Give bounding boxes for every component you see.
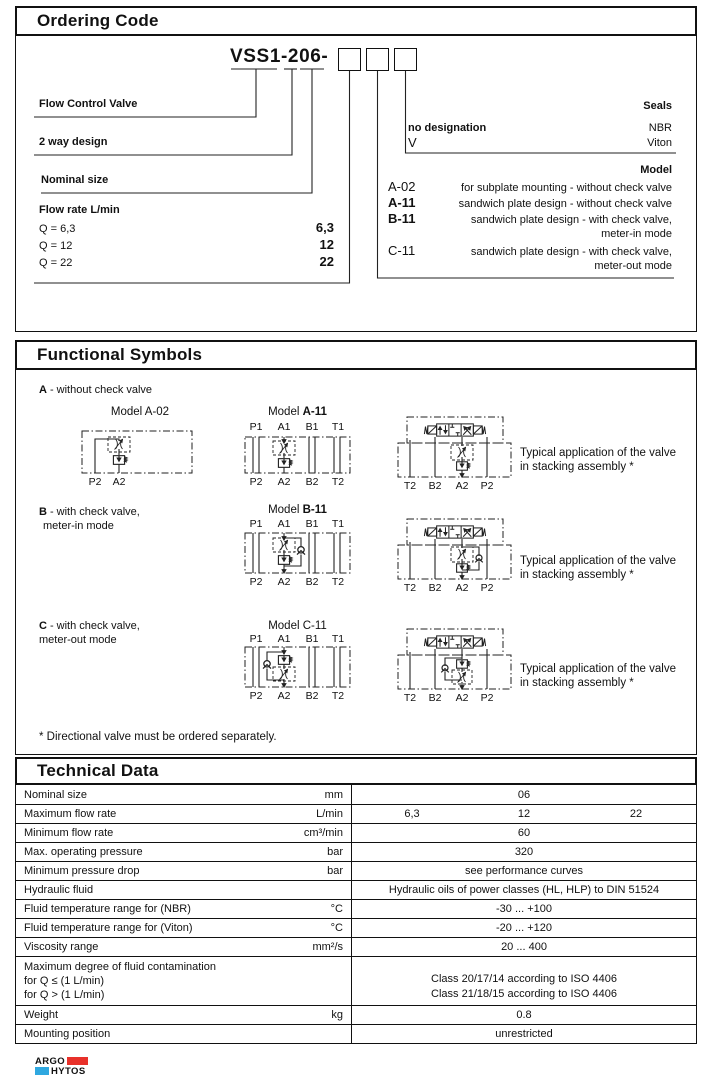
- stack-caption-line2: in stacking assembly *: [520, 677, 634, 689]
- functional-heading-b-line2: meter-in mode: [43, 520, 114, 532]
- port-label: A2: [455, 692, 469, 704]
- tech-param: Fluid temperature range for (NBR): [24, 903, 191, 915]
- seals-header: Seals: [643, 100, 672, 112]
- port-label: P1: [249, 518, 263, 530]
- tech-value: Class 20/17/14 according to ISO 4406: [431, 973, 617, 985]
- schematic-model-c11: [244, 646, 351, 688]
- tech-value: 320: [514, 846, 534, 858]
- directional-valve-note: * Directional valve must be ordered separately.: [39, 731, 277, 743]
- logo-red-block: [67, 1057, 88, 1065]
- flow-rate-label: Q = 12: [39, 240, 73, 252]
- stack-caption-line2: in stacking assembly *: [520, 569, 634, 581]
- port-label: B2: [428, 480, 442, 492]
- functional-heading-c-line2: meter-out mode: [39, 634, 117, 646]
- tech-unit: kg: [331, 1009, 343, 1021]
- flow-rate-label: Q = 6,3: [39, 223, 76, 235]
- functional-heading-b: [39, 506, 140, 519]
- tech-unit: bar: [327, 865, 343, 877]
- tech-row-hydraulic-fluid: [16, 880, 696, 899]
- tech-row-viscosity-range: [16, 937, 696, 956]
- tech-param: Maximum degree of fluid contamination: [24, 961, 216, 973]
- stack-caption-line2: in stacking assembly *: [520, 461, 634, 473]
- port-label: P2: [480, 692, 494, 704]
- model-code: A-02: [388, 179, 416, 194]
- two-way-design-label: 2 way design: [39, 136, 108, 148]
- tech-param: Viscosity range: [24, 941, 99, 953]
- tech-param: Minimum flow rate: [24, 827, 114, 839]
- tech-value: 20 ... 400: [501, 941, 547, 953]
- tech-row-nominal-size: [16, 785, 696, 804]
- schematic-model-a11: [244, 436, 351, 474]
- tech-param: Fluid temperature range for (Viton): [24, 922, 193, 934]
- tech-param: Nominal size: [24, 788, 87, 801]
- port-label: T1: [331, 518, 345, 530]
- schematic-model-a02: [81, 430, 193, 474]
- port-label: P2: [249, 576, 263, 588]
- technical-data-table: [15, 785, 697, 1044]
- port-label: P2: [480, 582, 494, 594]
- port-label: P2: [249, 476, 263, 488]
- ordering-code-header: [15, 6, 697, 36]
- port-label: B2: [305, 690, 319, 702]
- tech-param: Maximum flow rate: [24, 808, 117, 820]
- model-desc: sandwich plate design - without check valve: [458, 198, 672, 210]
- flow-rate-value: 6,3: [315, 220, 334, 235]
- tech-row-fluid-temp-nbr: [16, 899, 696, 918]
- schematic-stack-b: [397, 518, 512, 580]
- stack-caption-line1: Typical application of the valve: [520, 555, 676, 567]
- model-label-prefix: Model: [268, 406, 300, 418]
- port-label: T2: [331, 576, 345, 588]
- ordering-code-box-2: [366, 48, 389, 71]
- port-label: B1: [305, 518, 319, 530]
- tech-unit: bar: [327, 846, 343, 858]
- heading-letter: B: [39, 506, 47, 518]
- technical-data-title: Technical Data: [37, 761, 159, 780]
- ordering-code-value: VSS1-206-: [230, 46, 329, 67]
- tech-row-min-flow-rate: [16, 823, 696, 842]
- port-label: T1: [331, 421, 345, 433]
- tech-value: 6,3: [404, 808, 420, 820]
- port-label: B1: [305, 421, 319, 433]
- port-label: A2: [455, 480, 469, 492]
- ordering-code-box-3: [394, 48, 417, 71]
- port-label: B2: [428, 582, 442, 594]
- heading-text: - with check valve,: [49, 506, 140, 518]
- tech-unit: °C: [330, 922, 343, 934]
- tech-unit: cm³/min: [303, 827, 343, 839]
- port-label: B2: [305, 476, 319, 488]
- heading-letter: A: [39, 384, 47, 396]
- stack-caption-line1: Typical application of the valve: [520, 447, 676, 459]
- port-label: A2: [277, 476, 291, 488]
- tech-param: Minimum pressure drop: [24, 865, 140, 877]
- ordering-code-box-1: [338, 48, 361, 71]
- port-label: T2: [331, 690, 345, 702]
- model-a11-label: [244, 406, 351, 418]
- port-label: P2: [88, 476, 102, 488]
- seal-value: NBR: [648, 122, 672, 134]
- technical-data-header: [15, 757, 697, 785]
- tech-unit: mm: [324, 788, 343, 801]
- seal-code: no designation: [408, 122, 487, 134]
- seal-value: Viton: [647, 137, 672, 149]
- flow-rate-label: Q = 22: [39, 257, 73, 269]
- port-label: A1: [277, 633, 291, 645]
- model-code: A-11: [388, 195, 416, 210]
- model-desc: for subplate mounting - without check valve: [461, 182, 672, 194]
- tech-param: Weight: [24, 1009, 59, 1021]
- model-label-code: A-11: [302, 406, 327, 418]
- heading-text: - without check valve: [49, 384, 153, 396]
- tech-value: unrestricted: [495, 1028, 553, 1040]
- model-c11-label: Model C-11: [268, 620, 327, 632]
- functional-symbols-section: [15, 370, 697, 755]
- tech-row-max-flow-rate: [16, 804, 696, 823]
- model-code: C-11: [388, 243, 416, 258]
- tech-value: 0.8: [516, 1009, 532, 1021]
- tech-param-line2: for Q ≤ (1 L/min): [24, 975, 104, 987]
- functional-heading-c: [39, 620, 140, 633]
- model-a02-label: Model A-02: [110, 406, 170, 418]
- port-label: T1: [331, 633, 345, 645]
- tech-param: Mounting position: [24, 1028, 111, 1040]
- port-label: P2: [480, 480, 494, 492]
- heading-letter: C: [39, 620, 47, 632]
- port-label: T2: [403, 692, 417, 704]
- logo-argo-text: ARGO: [35, 1055, 66, 1067]
- ordering-code-section: [15, 36, 697, 332]
- stack-caption-line1: Typical application of the valve: [520, 663, 676, 675]
- tech-value: see performance curves: [465, 865, 583, 877]
- tech-unit: °C: [330, 903, 343, 915]
- port-label: A2: [112, 476, 126, 488]
- model-b11-label: [244, 504, 351, 516]
- port-label: T2: [403, 480, 417, 492]
- model-header: Model: [640, 164, 672, 176]
- model-code: B-11: [388, 211, 416, 226]
- tech-row-min-pressure-drop: [16, 861, 696, 880]
- argo-hytos-logo: [35, 1056, 88, 1076]
- port-label: B1: [305, 633, 319, 645]
- schematic-stack-a: [397, 416, 512, 478]
- model-label-code: B-11: [302, 504, 327, 516]
- model-desc: sandwich plate design - with check valve,: [470, 246, 672, 258]
- model-label-prefix: Model: [268, 504, 300, 516]
- nominal-size-label: Nominal size: [41, 174, 109, 186]
- tech-row-fluid-temp-viton: [16, 918, 696, 937]
- tech-row-weight: [16, 1005, 696, 1024]
- flow-rate-value: 12: [319, 237, 334, 252]
- tech-value: -20 ... +120: [496, 922, 552, 934]
- ordering-code-title: Ordering Code: [37, 11, 159, 30]
- port-label: P1: [249, 633, 263, 645]
- port-label: T2: [403, 582, 417, 594]
- tech-param: Hydraulic fluid: [24, 884, 94, 896]
- tech-value: 06: [517, 788, 531, 801]
- tech-row-mounting-position: [16, 1024, 696, 1043]
- logo-blue-block: [35, 1067, 49, 1075]
- model-desc-cont: meter-out mode: [594, 260, 672, 272]
- port-label: A2: [277, 690, 291, 702]
- functional-symbols-header: [15, 340, 697, 370]
- flow-control-valve-label: Flow Control Valve: [39, 98, 138, 110]
- port-label: A2: [277, 576, 291, 588]
- functional-symbols-title: Functional Symbols: [37, 345, 203, 364]
- port-label: B2: [305, 576, 319, 588]
- flow-rate-header: Flow rate L/min: [39, 204, 120, 216]
- model-desc-cont: meter-in mode: [601, 228, 672, 240]
- port-label: B2: [428, 692, 442, 704]
- tech-value: 60: [517, 827, 531, 839]
- model-desc: sandwich plate design - with check valve,: [470, 214, 672, 226]
- port-label: A1: [277, 421, 291, 433]
- seal-code: V: [408, 135, 417, 150]
- tech-param: Max. operating pressure: [24, 846, 143, 858]
- tech-value-line2: Class 21/18/15 according to ISO 4406: [431, 988, 617, 1000]
- tech-value: 22: [629, 808, 643, 820]
- schematic-model-b11: [244, 532, 351, 574]
- functional-heading-a: [39, 384, 152, 397]
- tech-row-max-operating-pressure: [16, 842, 696, 861]
- tech-unit: L/min: [316, 808, 343, 820]
- tech-value: 12: [517, 808, 531, 820]
- port-label: T2: [331, 476, 345, 488]
- port-label: A2: [455, 582, 469, 594]
- port-label: P1: [249, 421, 263, 433]
- tech-row-fluid-contamination: [16, 956, 696, 1005]
- flow-rate-value: 22: [319, 254, 334, 269]
- tech-unit: mm²/s: [312, 941, 343, 953]
- tech-param-line3: for Q > (1 L/min): [24, 989, 105, 1001]
- tech-value: Hydraulic oils of power classes (HL, HLP) to DIN 51524: [388, 884, 660, 896]
- port-label: P2: [249, 690, 263, 702]
- tech-value: -30 ... +100: [496, 903, 552, 915]
- schematic-stack-c: [397, 628, 512, 690]
- port-label: A1: [277, 518, 291, 530]
- heading-text: - with check valve,: [49, 620, 140, 632]
- logo-hytos-text: HYTOS: [51, 1065, 86, 1077]
